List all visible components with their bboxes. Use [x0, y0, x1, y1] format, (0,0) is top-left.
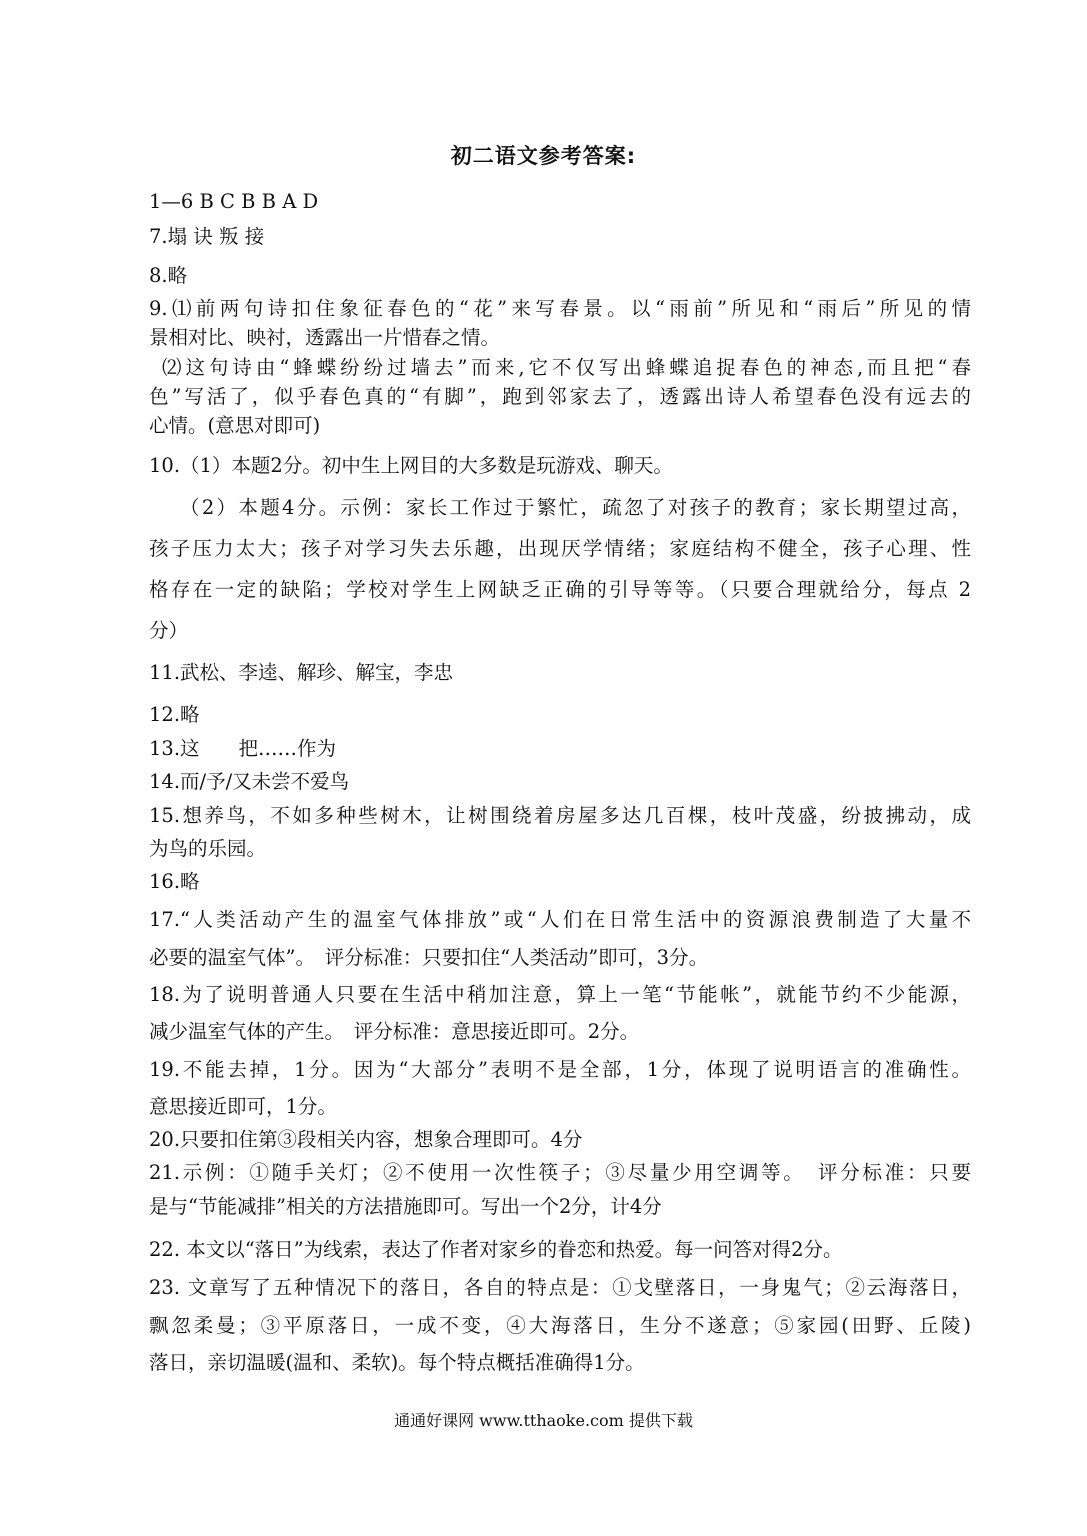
answer-line-10-a: 10.（1）本题2分。初中生上网目的大多数是玩游戏、聊天。 — [149, 454, 673, 477]
answer-line-9-c: ⑵这句诗由“蜂蝶纷纷过墙去”而来,它不仅写出蜂蝶追捉春色的神态,而且把“春 — [162, 356, 971, 379]
answer-line-9-a: 9.⑴前两句诗扣住象征春色的“花”来写春景。以“雨前”所见和“雨后”所见的情 — [149, 297, 971, 320]
answer-line-1-6: 1—6 B C B B A D — [149, 190, 319, 213]
answer-line-23-c: 落日，亲切温暖(温和、柔软)。每个特点概括准确得1分。 — [149, 1351, 645, 1374]
answer-line-10-c: 孩子压力太大；孩子对学习失去乐趣，出现厌学情绪；家庭结构不健全，孩子心理、性 — [149, 537, 971, 560]
answer-line-11: 11.武松、李逵、解珍、解宝，李忠 — [149, 661, 454, 684]
answer-line-7: 7.塌 诀 叛 接 — [149, 225, 265, 248]
answer-line-14: 14.而/予/又未尝不爱鸟 — [149, 770, 350, 793]
answer-line-15-a: 15.想养鸟，不如多种些树木，让树围绕着房屋多达几百棵，枝叶茂盛，纷披拂动，成 — [149, 804, 971, 827]
answer-line-18-a: 18.为了说明普通人只要在生活中稍加注意，算上一笔“节能帐”，就能节约不少能源， — [149, 983, 971, 1006]
page-title: 初二语文参考答案: — [450, 144, 637, 168]
answer-line-23-a: 23. 文章写了五种情况下的落日，各自的特点是：①戈壁落日，一身鬼气；②云海落日， — [149, 1276, 971, 1299]
answer-line-19-a: 19.不能去掉，1分。因为“大部分”表明不是全部，1分，体现了说明语言的准确性。 — [149, 1058, 971, 1081]
answer-line-21-b: 是与“节能减排”相关的方法措施即可。写出一个2分，计4分 — [149, 1195, 662, 1218]
answer-line-9-d: 色”写活了，似乎春色真的“有脚”，跑到邻家去了，透露出诗人希望春色没有远去的 — [149, 385, 971, 408]
answer-line-8: 8.略 — [149, 264, 188, 287]
answer-line-16: 16.略 — [149, 870, 200, 893]
answer-line-9-b: 景相对比、映衬，透露出一片惜春之情。 — [149, 326, 501, 349]
answer-line-17-a: 17.“人类活动产生的温室气体排放”或“人们在日常生活中的资源浪费制造了大量不 — [149, 908, 971, 931]
answer-line-21-a: 21.示例：①随手关灯；②不使用一次性筷子；③尽量少用空调等。 评分标准：只要 — [149, 1161, 971, 1184]
footer-download-note: 通通好课网 www.tthaoke.com 提供下载 — [394, 1411, 693, 1430]
answer-line-22: 22. 本文以“落日”为线索，表达了作者对家乡的眷恋和热爱。每一问答对得2分。 — [149, 1238, 843, 1261]
answer-line-18-b: 减少温室气体的产生。 评分标准：意思接近即可。2分。 — [149, 1020, 640, 1043]
answer-line-10-d: 格存在一定的缺陷；学校对学生上网缺乏正确的引导等等。（只要合理就给分，每点 2 — [149, 578, 971, 601]
answer-line-17-b: 必要的温室气体”。 评分标准：只要扣住“人类活动”即可，3分。 — [149, 946, 709, 969]
answer-line-19-b: 意思接近即可，1分。 — [149, 1095, 337, 1118]
answer-line-20: 20.只要扣住第③段相关内容，想象合理即可。4分 — [149, 1128, 583, 1151]
answer-line-10-b: （2）本题4分。示例：家长工作过于繁忙，疏忽了对孩子的教育；家长期望过高， — [180, 496, 971, 519]
answer-line-10-e: 分） — [149, 619, 189, 642]
answer-line-13: 13.这 把……作为 — [149, 737, 337, 760]
answer-line-12: 12.略 — [149, 703, 200, 726]
answer-line-9-e: 心情。(意思对即可) — [149, 414, 321, 437]
answer-line-15-b: 为鸟的乐园。 — [149, 837, 267, 860]
answer-line-23-b: 飘忽柔曼；③平原落日，一成不变，④大海落日，生分不遂意；⑤家园(田野、丘陵) — [149, 1314, 971, 1337]
